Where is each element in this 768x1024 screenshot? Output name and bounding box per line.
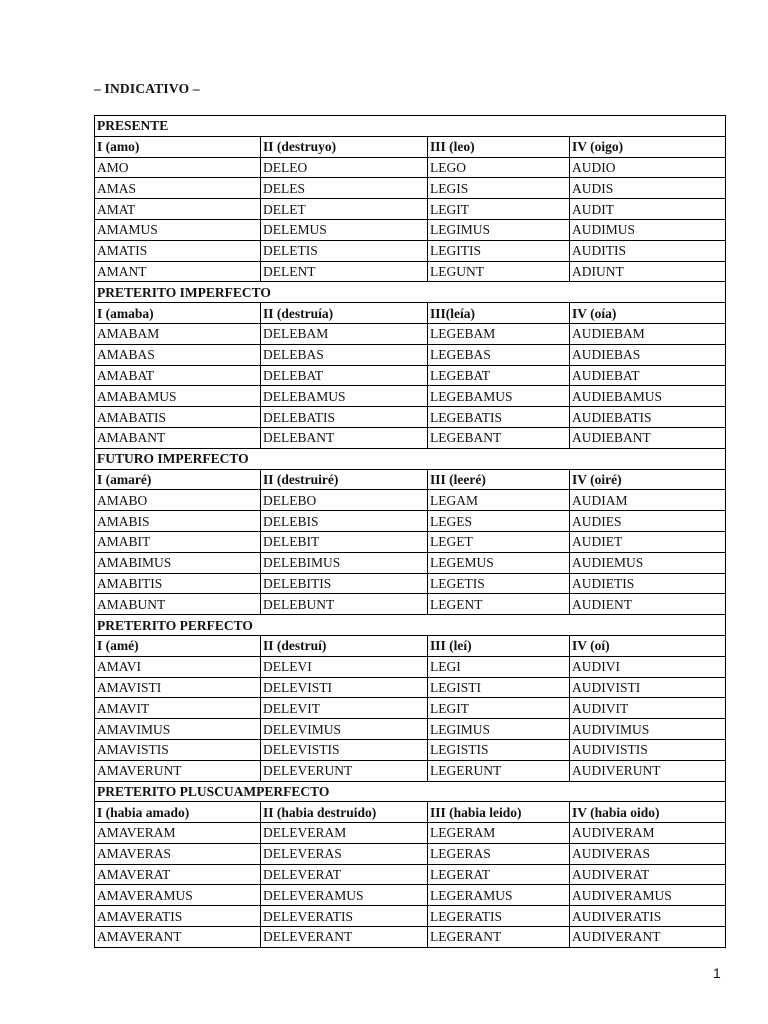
verb-form-cell: AUDIEBAT <box>570 365 726 386</box>
conjugation-header-cell: III(leía) <box>428 303 570 324</box>
table-row <box>95 323 726 344</box>
verb-form-cell: AMAVERAM <box>95 823 261 844</box>
page-heading: – INDICATIVO – <box>94 81 200 96</box>
verb-form-cell: AMAVI <box>95 656 261 677</box>
conjugation-header-cell: IV (oigo) <box>570 136 726 157</box>
verb-form-cell: LEGETIS <box>428 573 570 594</box>
table-row <box>95 552 726 573</box>
table-row <box>95 240 726 261</box>
verb-form-cell: LEGIMUS <box>428 219 570 240</box>
verb-form-cell: AMANT <box>95 261 261 282</box>
verb-form-cell: LEGEBAMUS <box>428 386 570 407</box>
verb-form-cell: AUDIVIMUS <box>570 719 726 740</box>
verb-form-cell: DELEVERAS <box>261 843 428 864</box>
table-row <box>95 885 726 906</box>
verb-form-cell: LEGEBAM <box>428 323 570 344</box>
verb-form-cell: AUDIES <box>570 511 726 532</box>
verb-form-cell: DELEVERAT <box>261 864 428 885</box>
verb-form-cell: AUDIVISTI <box>570 677 726 698</box>
section-title: PRETERITO PERFECTO <box>95 615 726 636</box>
conjugation-header-row <box>95 303 726 324</box>
table-row <box>95 490 726 511</box>
verb-form-cell: DELEVISTI <box>261 677 428 698</box>
table-row <box>95 157 726 178</box>
verb-form-cell: AMAVISTI <box>95 677 261 698</box>
conjugation-header-cell: I (habia amado) <box>95 802 261 823</box>
verb-form-cell: AUDIETIS <box>570 573 726 594</box>
conjugation-header-row <box>95 469 726 490</box>
verb-form-cell: AUDIT <box>570 199 726 220</box>
verb-form-cell: AUDIEBAS <box>570 344 726 365</box>
section-title-row <box>95 781 726 802</box>
verb-form-cell: AMAVERAMUS <box>95 885 261 906</box>
table-row <box>95 199 726 220</box>
table-row <box>95 386 726 407</box>
verb-form-cell: DELEVERANT <box>261 927 428 948</box>
verb-form-cell: DELEBIT <box>261 531 428 552</box>
verb-form-cell: AMABIS <box>95 511 261 532</box>
table-row <box>95 739 726 760</box>
verb-form-cell: LEGIT <box>428 199 570 220</box>
verb-form-cell: AMAVERAT <box>95 864 261 885</box>
verb-form-cell: AMABANT <box>95 427 261 448</box>
verb-form-cell: AMAVERANT <box>95 927 261 948</box>
table-row <box>95 427 726 448</box>
verb-form-cell: LEGI <box>428 656 570 677</box>
verb-form-cell: LEGEBANT <box>428 427 570 448</box>
section-title-row <box>95 615 726 636</box>
verb-form-cell: DELEVIMUS <box>261 719 428 740</box>
verb-form-cell: LEGITIS <box>428 240 570 261</box>
verb-form-cell: AMAVERUNT <box>95 760 261 781</box>
verb-form-cell: DELEVERUNT <box>261 760 428 781</box>
table-row <box>95 906 726 927</box>
verb-form-cell: AUDIVERAM <box>570 823 726 844</box>
table-row <box>95 677 726 698</box>
table-row <box>95 511 726 532</box>
verb-form-cell: AMO <box>95 157 261 178</box>
page-number: 1 <box>713 965 721 981</box>
verb-form-cell: AMAS <box>95 178 261 199</box>
verb-form-cell: LEGERAS <box>428 843 570 864</box>
verb-form-cell: DELEBIMUS <box>261 552 428 573</box>
verb-form-cell: DELEBAM <box>261 323 428 344</box>
table-row <box>95 365 726 386</box>
table-row <box>95 531 726 552</box>
verb-form-cell: AUDIAM <box>570 490 726 511</box>
verb-form-cell: AUDIS <box>570 178 726 199</box>
conjugation-header-cell: I (amo) <box>95 136 261 157</box>
table-row <box>95 261 726 282</box>
conjugation-header-cell: II (destruiré) <box>261 469 428 490</box>
verb-form-cell: AMABIMUS <box>95 552 261 573</box>
verb-form-cell: DELEVERAM <box>261 823 428 844</box>
section-title: PRETERITO IMPERFECTO <box>95 282 726 303</box>
verb-form-cell: LEGIS <box>428 178 570 199</box>
verb-form-cell: AMABAMUS <box>95 386 261 407</box>
table-row <box>95 760 726 781</box>
verb-form-cell: DELENT <box>261 261 428 282</box>
verb-form-cell: LEGIMUS <box>428 719 570 740</box>
section-title-row <box>95 116 726 137</box>
conjugation-header-row <box>95 136 726 157</box>
verb-form-cell: AMAVISTIS <box>95 739 261 760</box>
verb-form-cell: AUDIEBATIS <box>570 407 726 428</box>
verb-form-cell: DELEVERATIS <box>261 906 428 927</box>
table-row <box>95 573 726 594</box>
verb-form-cell: AMABAM <box>95 323 261 344</box>
conjugation-header-cell: III (leeré) <box>428 469 570 490</box>
conjugation-header-cell: I (amé) <box>95 635 261 656</box>
conjugation-header-cell: III (leo) <box>428 136 570 157</box>
conjugation-header-cell: IV (oiré) <box>570 469 726 490</box>
conjugation-header-row <box>95 802 726 823</box>
verb-form-cell: DELEVISTIS <box>261 739 428 760</box>
verb-form-cell: AUDIMUS <box>570 219 726 240</box>
verb-form-cell: AUDIENT <box>570 594 726 615</box>
conjugation-table <box>94 115 726 948</box>
verb-form-cell: AMAMUS <box>95 219 261 240</box>
verb-form-cell: AMAVIT <box>95 698 261 719</box>
verb-form-cell: AMABIT <box>95 531 261 552</box>
verb-form-cell: AUDIVERAS <box>570 843 726 864</box>
conjugation-header-cell: IV (habia oido) <box>570 802 726 823</box>
conjugation-header-cell: II (destruí) <box>261 635 428 656</box>
verb-form-cell: DELEVIT <box>261 698 428 719</box>
section-title: FUTURO IMPERFECTO <box>95 448 726 469</box>
verb-form-cell: LEGUNT <box>428 261 570 282</box>
table-row <box>95 344 726 365</box>
verb-form-cell: DELEBITIS <box>261 573 428 594</box>
verb-form-cell: AUDIEBAM <box>570 323 726 344</box>
table-row <box>95 843 726 864</box>
conjugation-header-row <box>95 635 726 656</box>
verb-form-cell: DELEMUS <box>261 219 428 240</box>
verb-form-cell: DELES <box>261 178 428 199</box>
verb-form-cell: AMAVERAS <box>95 843 261 864</box>
table-row <box>95 594 726 615</box>
verb-form-cell: AUDIVERUNT <box>570 760 726 781</box>
verb-form-cell: LEGEBATIS <box>428 407 570 428</box>
conjugation-header-cell: II (destruía) <box>261 303 428 324</box>
table-row <box>95 698 726 719</box>
verb-form-cell: LEGISTI <box>428 677 570 698</box>
verb-form-cell: LEGENT <box>428 594 570 615</box>
verb-form-cell: AMABITIS <box>95 573 261 594</box>
verb-form-cell: LEGO <box>428 157 570 178</box>
table-row <box>95 719 726 740</box>
table-row <box>95 178 726 199</box>
verb-form-cell: AUDIEBANT <box>570 427 726 448</box>
verb-form-cell: AMATIS <box>95 240 261 261</box>
table-row <box>95 823 726 844</box>
verb-form-cell: DELEBAS <box>261 344 428 365</box>
verb-form-cell: LEGERAMUS <box>428 885 570 906</box>
section-title: PRESENTE <box>95 116 726 137</box>
verb-form-cell: LEGISTIS <box>428 739 570 760</box>
verb-form-cell: LEGERUNT <box>428 760 570 781</box>
verb-form-cell: AUDIVERATIS <box>570 906 726 927</box>
verb-form-cell: AUDIO <box>570 157 726 178</box>
verb-form-cell: LEGERATIS <box>428 906 570 927</box>
verb-form-cell: DELEBANT <box>261 427 428 448</box>
verb-form-cell: AMAVIMUS <box>95 719 261 740</box>
verb-form-cell: AMABAS <box>95 344 261 365</box>
conjugation-header-cell: II (destruyo) <box>261 136 428 157</box>
verb-form-cell: DELEBAMUS <box>261 386 428 407</box>
verb-form-cell: LEGEMUS <box>428 552 570 573</box>
conjugation-header-cell: III (habia leido) <box>428 802 570 823</box>
section-title-row <box>95 282 726 303</box>
table-row <box>95 927 726 948</box>
verb-form-cell: AUDIVERAT <box>570 864 726 885</box>
conjugation-header-cell: IV (oía) <box>570 303 726 324</box>
verb-form-cell: LEGERAM <box>428 823 570 844</box>
verb-form-cell: AMABAT <box>95 365 261 386</box>
verb-form-cell: AUDIET <box>570 531 726 552</box>
verb-form-cell: AUDIVERAMUS <box>570 885 726 906</box>
verb-form-cell: AUDITIS <box>570 240 726 261</box>
verb-form-cell: DELEBUNT <box>261 594 428 615</box>
verb-form-cell: LEGEBAT <box>428 365 570 386</box>
verb-form-cell: LEGEBAS <box>428 344 570 365</box>
verb-form-cell: LEGERAT <box>428 864 570 885</box>
verb-form-cell: LEGIT <box>428 698 570 719</box>
section-title-row <box>95 448 726 469</box>
verb-form-cell: AMABUNT <box>95 594 261 615</box>
conjugation-header-cell: IV (oí) <box>570 635 726 656</box>
verb-form-cell: AMABO <box>95 490 261 511</box>
table-row <box>95 407 726 428</box>
verb-form-cell: DELEBAT <box>261 365 428 386</box>
table-row <box>95 656 726 677</box>
verb-form-cell: DELETIS <box>261 240 428 261</box>
conjugation-header-cell: I (amaba) <box>95 303 261 324</box>
verb-form-cell: DELEBIS <box>261 511 428 532</box>
verb-form-cell: LEGET <box>428 531 570 552</box>
verb-form-cell: AUDIVISTIS <box>570 739 726 760</box>
verb-form-cell: ADIUNT <box>570 261 726 282</box>
verb-form-cell: DELET <box>261 199 428 220</box>
verb-form-cell: AUDIVIT <box>570 698 726 719</box>
verb-form-cell: AUDIVERANT <box>570 927 726 948</box>
verb-form-cell: DELEVERAMUS <box>261 885 428 906</box>
conjugation-table-body <box>95 116 726 948</box>
verb-form-cell: LEGES <box>428 511 570 532</box>
verb-form-cell: AMAVERATIS <box>95 906 261 927</box>
verb-form-cell: DELEVI <box>261 656 428 677</box>
conjugation-header-cell: I (amaré) <box>95 469 261 490</box>
table-row <box>95 864 726 885</box>
conjugation-header-cell: III (leí) <box>428 635 570 656</box>
conjugation-header-cell: II (habia destruido) <box>261 802 428 823</box>
verb-form-cell: AUDIEMUS <box>570 552 726 573</box>
table-row <box>95 219 726 240</box>
verb-form-cell: LEGAM <box>428 490 570 511</box>
verb-form-cell: DELEO <box>261 157 428 178</box>
section-title: PRETERITO PLUSCUAMPERFECTO <box>95 781 726 802</box>
verb-form-cell: DELEBATIS <box>261 407 428 428</box>
verb-form-cell: AUDIVI <box>570 656 726 677</box>
verb-form-cell: AMABATIS <box>95 407 261 428</box>
verb-form-cell: AUDIEBAMUS <box>570 386 726 407</box>
verb-form-cell: LEGERANT <box>428 927 570 948</box>
verb-form-cell: AMAT <box>95 199 261 220</box>
verb-form-cell: DELEBO <box>261 490 428 511</box>
